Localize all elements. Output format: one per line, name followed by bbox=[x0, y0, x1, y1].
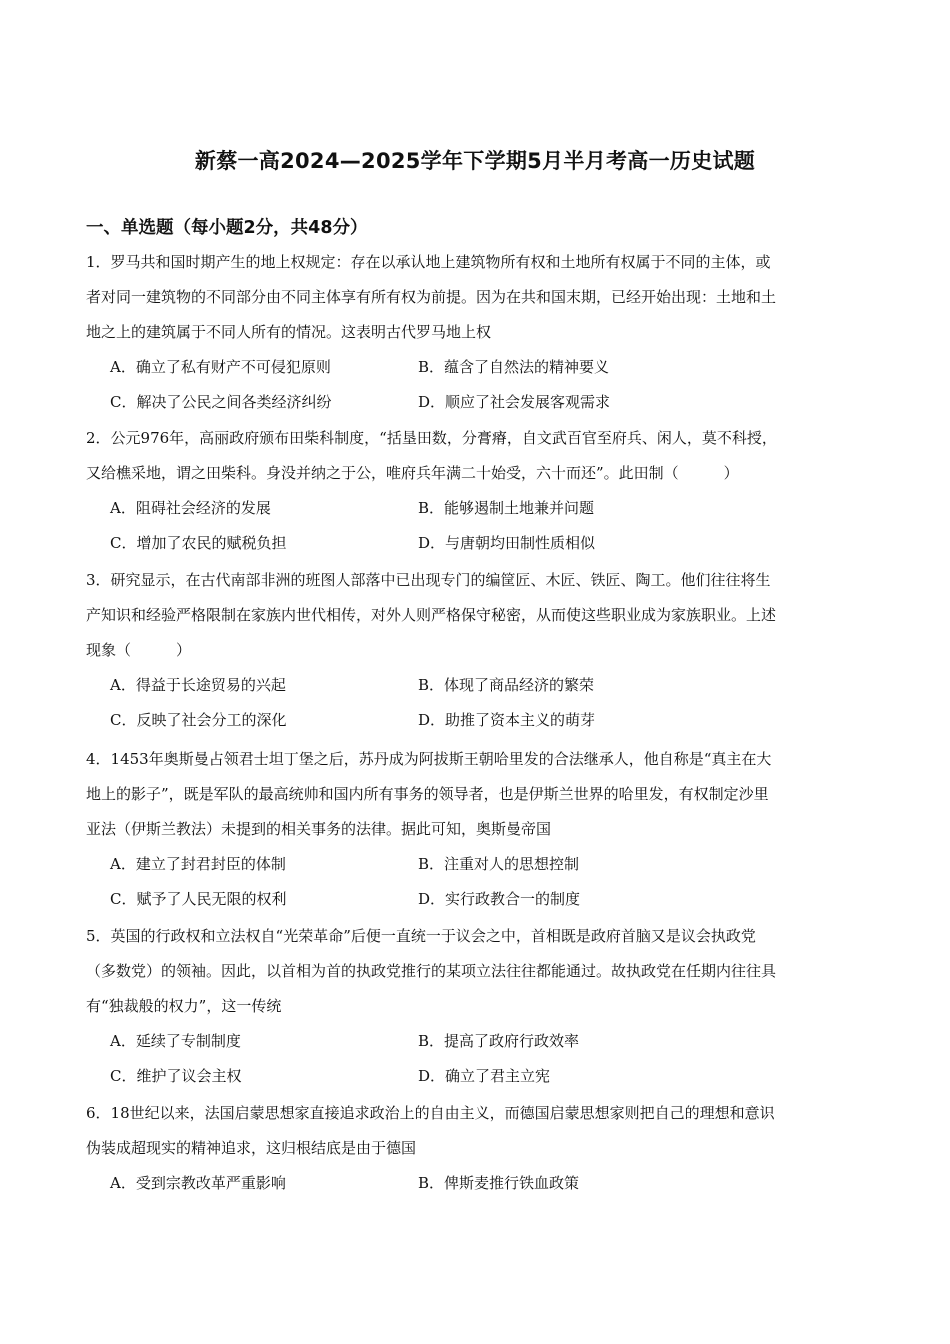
option-b[interactable]: B．体现了商品经济的繁荣 bbox=[418, 676, 595, 694]
option-d[interactable]: D．助推了资本主义的萌芽 bbox=[418, 711, 596, 729]
option-a[interactable]: A．阻碍社会经济的发展 bbox=[110, 499, 271, 517]
question-text-line: 有“独裁般的权力”，这一传统 bbox=[86, 997, 282, 1015]
option-row bbox=[86, 668, 866, 703]
option-b[interactable]: B．俾斯麦推行铁血政策 bbox=[418, 1174, 580, 1192]
question-text-line: 6．18世纪以来，法国启蒙思想家直接追求政治上的自由主义，而德国启蒙思想家则把自己的理想和意识 bbox=[86, 1104, 775, 1122]
option-b[interactable]: B．注重对人的思想控制 bbox=[418, 855, 580, 873]
option-b[interactable]: B．能够遏制土地兼并问题 bbox=[418, 499, 595, 517]
option-d[interactable]: D．顺应了社会发展客观需求 bbox=[418, 393, 611, 411]
option-a[interactable]: A．得益于长途贸易的兴起 bbox=[110, 676, 286, 694]
question-text-line: 1．罗马共和国时期产生的地上权规定：存在以承认地上建筑物所有权和土地所有权属于不同的主体，或 bbox=[86, 253, 771, 271]
option-c[interactable]: C．增加了农民的赋税负担 bbox=[110, 534, 287, 552]
question-text-line: 亚法（伊斯兰教法）未提到的相关事务的法律。据此可知，奥斯曼帝国 bbox=[86, 820, 552, 838]
question-text-line: （多数党）的领袖。因此，以首相为首的执政党推行的某项立法往往都能通过。故执政党在任期内往往具 bbox=[86, 962, 777, 980]
option-row bbox=[86, 526, 866, 561]
option-row bbox=[86, 491, 866, 526]
option-c[interactable]: C．解决了公民之间各类经济纠纷 bbox=[110, 393, 332, 411]
option-row bbox=[86, 1059, 866, 1094]
question-text-line: 者对同一建筑物的不同部分由不同主体享有所有权为前提。因为在共和国末期，已经开始出现：土地和土 bbox=[86, 288, 777, 306]
option-row bbox=[86, 350, 866, 385]
option-c[interactable]: C．反映了社会分工的深化 bbox=[110, 711, 287, 729]
option-b[interactable]: B．蕴含了自然法的精神要义 bbox=[418, 358, 610, 376]
question-4 bbox=[86, 742, 866, 917]
option-row bbox=[86, 1166, 866, 1201]
question-text-line: 又给樵采地，谓之田柴科。身没并纳之于公，唯府兵年满二十始受，六十而还”。此田制（ ） bbox=[86, 464, 739, 482]
option-row bbox=[86, 703, 866, 738]
question-text-line: 伪装成超现实的精神追求，这归根结底是由于德国 bbox=[86, 1139, 417, 1157]
option-d[interactable]: D．实行政教合一的制度 bbox=[418, 890, 581, 908]
option-row bbox=[86, 847, 866, 882]
option-row bbox=[86, 1024, 866, 1059]
option-b[interactable]: B．提高了政府行政效率 bbox=[418, 1032, 580, 1050]
question-text-line: 5．英国的行政权和立法权自“光荣革命”后便一直统一于议会之中，首相既是政府首脑又是议会执政党 bbox=[86, 927, 756, 945]
option-row bbox=[86, 882, 866, 917]
question-text-line: 现象（ ） bbox=[86, 641, 192, 659]
exam-title: 新蔡一高2024—2025学年下学期5月半月考高一历史试题 bbox=[194, 149, 756, 173]
question-text-line: 产知识和经验严格限制在家族内世代相传，对外人则严格保守秘密，从而使这些职业成为家族职业。上述 bbox=[86, 606, 777, 624]
question-text-line: 地之上的建筑属于不同人所有的情况。这表明古代罗马地上权 bbox=[86, 323, 492, 341]
option-row bbox=[86, 385, 866, 420]
option-a[interactable]: A．延续了专制制度 bbox=[110, 1032, 241, 1050]
question-text-line: 地上的影子”，既是军队的最高统帅和国内所有事务的领导者，也是伊斯兰世界的哈里发，有权制定沙里 bbox=[86, 785, 769, 803]
question-text-line: 2．公元976年，高丽政府颁布田柴科制度，“括垦田数，分膏瘠，自文武百官至府兵、闲人，莫不科授， bbox=[86, 429, 777, 447]
option-c[interactable]: C．维护了议会主权 bbox=[110, 1067, 242, 1085]
question-1 bbox=[86, 245, 866, 420]
question-6 bbox=[86, 1096, 866, 1201]
option-c[interactable]: C．赋予了人民无限的权利 bbox=[110, 890, 287, 908]
option-a[interactable]: A．受到宗教改革严重影响 bbox=[110, 1174, 286, 1192]
question-2 bbox=[86, 421, 866, 561]
question-5 bbox=[86, 919, 866, 1094]
question-text-line: 4．1453年奥斯曼占领君士坦丁堡之后，苏丹成为阿拔斯王朝哈里发的合法继承人，他自称是“真主在大 bbox=[86, 750, 772, 768]
option-d[interactable]: D．与唐朝均田制性质相似 bbox=[418, 534, 596, 552]
option-d[interactable]: D．确立了君主立宪 bbox=[418, 1067, 551, 1085]
option-a[interactable]: A．确立了私有财产不可侵犯原则 bbox=[110, 358, 331, 376]
option-a[interactable]: A．建立了封君封臣的体制 bbox=[110, 855, 286, 873]
question-text-line: 3．研究显示，在古代南部非洲的班图人部落中已出现专门的编筐匠、木匠、铁匠、陶工。他们往往将生 bbox=[86, 571, 771, 589]
section-heading: 一、单选题（每小题2分，共48分） bbox=[86, 218, 368, 238]
question-3 bbox=[86, 563, 866, 738]
